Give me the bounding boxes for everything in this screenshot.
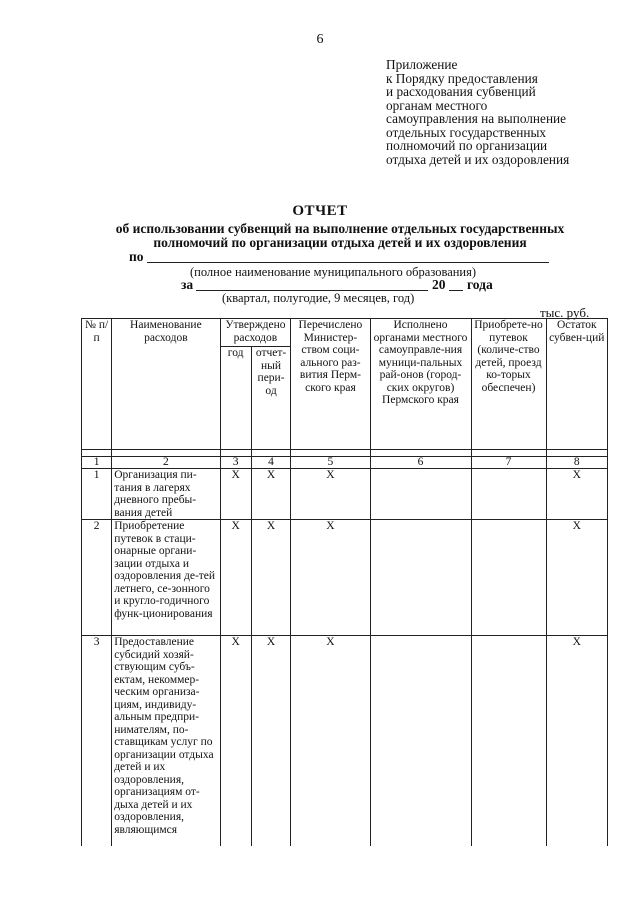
period-hint: (квартал, полугодие, 9 месяцев, год) <box>222 291 415 305</box>
table-row <box>82 636 608 847</box>
header-expense-name: Наименование расходов <box>112 319 220 450</box>
appendix-line: к Порядку предоставления <box>386 70 538 86</box>
column-number: 2 <box>112 457 220 469</box>
column-number: 8 <box>546 457 608 469</box>
report-subtitle <box>90 222 590 249</box>
cell-executed <box>370 520 471 636</box>
appendix-line: отдыха детей и их оздоровления <box>386 151 570 167</box>
appendix-line: полномочий по организации <box>386 138 548 153</box>
table-row <box>82 469 608 520</box>
appendix-line: органам местного <box>386 97 488 113</box>
column-numbers-row <box>82 457 608 469</box>
row-expense-name: Организация пи-тания в лагерях дневного пребы-вания детей <box>112 469 220 520</box>
units-label: тыс. руб. <box>540 305 590 320</box>
year-field-line <box>449 290 463 291</box>
report-table <box>81 318 608 846</box>
column-number: 6 <box>370 457 471 469</box>
report-title: ОТЧЕТ <box>292 203 348 219</box>
spacer-row <box>82 450 608 457</box>
appendix-line: самоуправления на выполнение <box>386 111 567 126</box>
column-number: 1 <box>82 457 112 469</box>
header-vouchers: Приобрете-но путевок (количе-ство детей, проезд ко-торых обеспечен) <box>471 319 546 450</box>
appendix-line: и расходования субвенций <box>386 84 536 99</box>
municipality-hint: (полное наименование муниципального образования) <box>190 265 477 279</box>
header-executed: Исполнено органами местного самоуправле-ния муници-пальных рай-онов (город-ских округов) Пермского края <box>370 319 471 450</box>
row-number: 1 <box>82 469 112 520</box>
za-label: за <box>181 277 194 292</box>
page-number: 6 <box>316 32 324 47</box>
header-row <box>82 319 608 347</box>
header-balance: Остаток субвен-ций <box>546 319 608 450</box>
cell-vouchers <box>471 520 546 636</box>
cell-vouchers <box>471 636 546 847</box>
header-approved-period: отчет-ный пери-од <box>251 347 291 450</box>
table-row <box>82 520 608 636</box>
cell-balance: X <box>546 469 608 520</box>
cell-transferred: X <box>291 469 370 520</box>
column-number: 5 <box>291 457 370 469</box>
row-expense-name: Предоставление субсидий хозяй-ствующим субъ-ектам, некоммер-ческим организа-циям, индивиду-альным предпри-нимателям, по-ставщикам услуг по организации отдыха детей и их оздоровления, организациям от-дыха детей и их оздоровления, являющимся <box>112 636 220 847</box>
year-prefix: 20 <box>432 277 446 292</box>
cell-balance: X <box>546 636 608 847</box>
cell-transferred: X <box>291 636 370 847</box>
appendix-line: Приложение <box>386 57 458 72</box>
header-transferred: Перечислено Министер-ством соци-ального раз-вития Перм-ского края <box>291 319 370 450</box>
header-approved-year: год <box>220 347 251 450</box>
year-suffix: года <box>467 277 493 292</box>
cell-approved-year: X <box>220 636 251 847</box>
row-number: 2 <box>82 520 112 636</box>
column-number: 7 <box>471 457 546 469</box>
po-label: по <box>129 249 144 264</box>
row-expense-name: Приобретение путевок в стаци-онарные органи-зации отдыха и оздоровления де-тей летнего, се-зонного и кругло-годичного функ-ционирования <box>112 520 220 636</box>
column-number: 4 <box>251 457 291 469</box>
header-approved: Утверждено расходов <box>220 319 291 347</box>
cell-approved-year: X <box>220 469 251 520</box>
subtitle-line-1: об использовании субвенций на выполнение отдельных государственных <box>115 221 565 236</box>
cell-approved-year: X <box>220 520 251 636</box>
cell-transferred: X <box>291 520 370 636</box>
header-number: № п/п <box>82 319 112 450</box>
appendix-line: отдельных государственных <box>386 124 547 140</box>
municipality-field-line <box>147 262 549 263</box>
cell-executed <box>370 636 471 847</box>
subtitle-line-2: полномочий по организации отдыха детей и их оздоровления <box>153 234 527 250</box>
cell-executed <box>370 469 471 520</box>
appendix-block <box>386 58 569 166</box>
cell-vouchers <box>471 469 546 520</box>
column-number: 3 <box>220 457 251 469</box>
cell-balance: X <box>546 520 608 636</box>
cell-approved-period: X <box>251 469 291 520</box>
row-number: 3 <box>82 636 112 847</box>
cell-approved-period: X <box>251 520 291 636</box>
cell-approved-period: X <box>251 636 291 847</box>
